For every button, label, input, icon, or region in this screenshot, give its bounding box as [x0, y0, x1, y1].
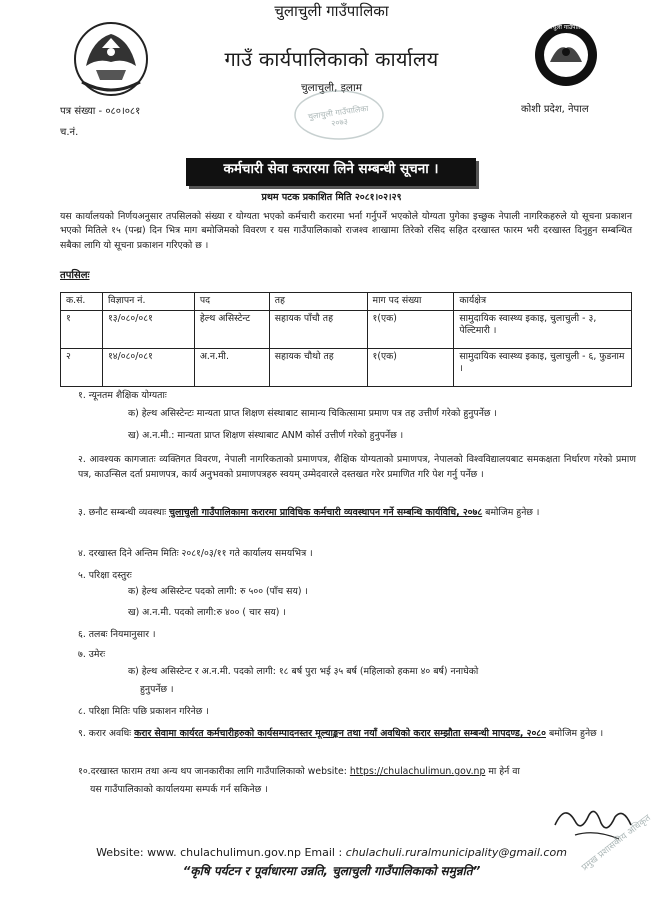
item-7: ७. उमेरः: [78, 649, 106, 660]
letter-ref-no: पत्र संख्या - ०८०।०८१: [60, 106, 141, 117]
footer-contact: [0, 846, 663, 860]
officer-stamp-text: प्रमुख प्रशासकीय अधिकृत: [580, 813, 653, 874]
details-label: तपसिलः: [60, 270, 90, 281]
item-10-label: १०.दरखास्त फाराम तथा अन्य थप जानकारीका लागि गाउँपालिकाको website:: [78, 766, 347, 777]
item-8: ८. परिक्षा मितिः पछि प्रकाशन गरिनेछ ।: [78, 706, 209, 717]
col-workplace: कार्यक्षेत्र: [454, 293, 632, 311]
item-3-suffix: बमोजिम हुनेछ ।: [485, 507, 540, 518]
guideline-link: चुलाचुली गाउँपालिकामा करारमा प्राविधिक कर्मचारी व्यवस्थापन गर्ने सम्बन्धि कार्यविधि, २०७८: [169, 507, 483, 518]
cell-sn: २: [61, 349, 103, 387]
cell-count: १(एक): [367, 349, 454, 387]
province-name: कोशी प्रदेश, नेपाल: [521, 104, 589, 115]
stamp-text: चुलाचुली गाउँपालिका २०७३: [307, 103, 369, 129]
item-2: २. आवश्यक कागजातः व्यक्तिगत विवरण, नेपाली नागरिकताको प्रमाणपत्र, शैक्षिक योग्यताको प्रमाणपत्र, नेपालको विश्वविद्यालयबाट समकक्षता निर्धारण गरेको प्रमाण पत्र, काउन्सिल दर्ता प्रमाणपत्र, कार्य अनुभवको प्रमाणपत्रहरु स्वयम् उम्मेदवारले दस्तखत गरेर प्रमाणित गरि पेश गर्नु पर्नेछ ।: [78, 454, 636, 481]
table-row: [61, 349, 632, 387]
col-sn: क.सं.: [61, 293, 103, 311]
cell-ad-no: १३/०८०/०८१: [102, 311, 194, 349]
office-name: गाउँ कार्यपालिकाको कार्यालय: [224, 47, 439, 71]
item-7a-cont: हुनुपर्नेछ ।: [140, 684, 174, 695]
cell-level: सहायक पाँचौ तह: [269, 311, 367, 349]
criteria-link: करार सेवामा कार्यरत कर्मचारीहरुको कार्यसम्पादनस्तर मूल्याङ्कन तथा नयाँ अवधिको करार सम्झौता सम्बन्धी मापदण्ड, २०८०: [134, 728, 546, 739]
table-header-row: [61, 293, 632, 311]
item-9-suffix: बमोजिम हुनेछ ।: [548, 728, 604, 739]
dispatch-no: च.नं.: [60, 127, 79, 138]
item-1a: क) हेल्थ असिस्टेन्टः मान्यता प्राप्त शिक्षण संस्थाबाट सामान्य चिकित्सामा प्रमाण पत्र तह उत्तीर्ण गरेको हुनुपर्नेछ ।: [128, 408, 497, 419]
item-9: [78, 726, 636, 741]
notice-title: कर्मचारी सेवा करारमा लिने सम्बन्धी सूचना ।: [223, 161, 439, 177]
item-5a: क) हेल्थ असिस्टेन्ट पदको लागी: रु ५०० (पाँच सय) ।: [128, 586, 308, 597]
col-ad-no: विज्ञापन नं.: [102, 293, 194, 311]
item-4: ४. दरखास्त दिने अन्तिम मितिः २०८१/०३/११ गते कार्यालय समयभित्र ।: [78, 548, 313, 559]
cell-level: सहायक चौथो तह: [269, 349, 367, 387]
office-address: चुलाचुली, इलाम: [301, 82, 362, 94]
item-10-suffix: मा हेर्न वा: [488, 766, 520, 777]
office-stamp: [284, 86, 394, 144]
cell-workplace: सामुदायिक स्वास्थ्य इकाइ, चुलाचुली - ३, पेल्टिमारी ।: [454, 311, 632, 349]
item-10: [78, 765, 638, 779]
logo-text: चुलाचुली गाउँपालिका: [543, 24, 589, 31]
item-1: १. न्यूनतम शैक्षिक योग्यताः: [78, 390, 167, 401]
chulachuli-logo-icon: [514, 22, 618, 88]
item-5: ५. परिक्षा दस्तुरः: [78, 570, 132, 581]
col-level: तह: [269, 293, 367, 311]
item-3-label: ३. छनौट सम्बन्धी व्यवस्थाः: [78, 507, 167, 518]
cell-workplace: सामुदायिक स्वास्थ्य इकाइ, चुलाचुली - ६, फुडनाम ।: [454, 349, 632, 387]
cell-ad-no: १४/०८०/०८१: [102, 349, 194, 387]
publish-date: प्रथम पटक प्रकाशित मिति २०८१।०२।२९: [261, 192, 402, 203]
item-6: ६. तलबः नियमानुसार ।: [78, 629, 156, 640]
intro-paragraph: यस कार्यालयको निर्णयअनुसार तपसिलको संख्या र योग्यता भएको कर्मचारी करारमा भर्ना गर्नुपर्ने भएकोले योग्यता पुगेका इच्छुक नेपाली नागरिकहरुले यो सूचना प्रकाशन भएको मितिले १५ (पन्ध्र) दिन भित्र माग बमोजिमको विवरण र यस गाउँपालिकाको राजश्व शाखामा तिरेको रसिद सहित दरखास्त फारम भरी दरखास्त दिनुहुन सम्बन्धित सबैका लागि यो सूचना प्रकाशन गरिएको छ ।: [60, 211, 632, 251]
cell-post: अ.न.मी.: [194, 349, 269, 387]
cell-post: हेल्थ असिस्टेन्ट: [194, 311, 269, 349]
posts-table: [60, 292, 632, 387]
col-count: माग पद संख्या: [367, 293, 454, 311]
footer-email: chulachuli.ruralmunicipality@gmail.com: [345, 846, 567, 859]
footer-slogan: “कृषि पर्यटन र पूर्वाधारमा उन्नति, चुलाचुली गाउँपालिकाको समुन्नति”: [182, 864, 481, 878]
item-5b: ख) अ.न.मी. पदको लागी:रु ४०० ( चार सय) ।: [128, 607, 286, 618]
item-10-cont: यस गाउँपालिकाको कार्यालयमा सम्पर्क गर्न सकिनेछ ।: [90, 784, 268, 795]
footer-website: Website: www. chulachulimun.gov.np Email :: [96, 846, 343, 859]
cell-sn: १: [61, 311, 103, 349]
col-post: पद: [194, 293, 269, 311]
cell-count: १(एक): [367, 311, 454, 349]
item-1b: ख) अ.न.मी.: मान्यता प्राप्त शिक्षण संस्थाबाट ANM कोर्स उत्तीर्ण गरेको हुनुपर्नेछ ।: [128, 430, 404, 441]
municipality-name: चुलाचुली गाउँपालिका: [274, 2, 389, 20]
table-row: [61, 311, 632, 349]
website-link[interactable]: https://chulachulimun.gov.np: [349, 766, 486, 777]
item-9-label: ९. करार अवधिः: [78, 728, 132, 739]
item-7a: क) हेल्थ असिस्टेन्ट र अ.न.मी. पदको लागी: १८ बर्ष पुरा भई ३५ बर्ष (महिलाको हकमा ४० बर्ष) ननाघेको: [128, 666, 479, 677]
item-3: [78, 505, 636, 520]
